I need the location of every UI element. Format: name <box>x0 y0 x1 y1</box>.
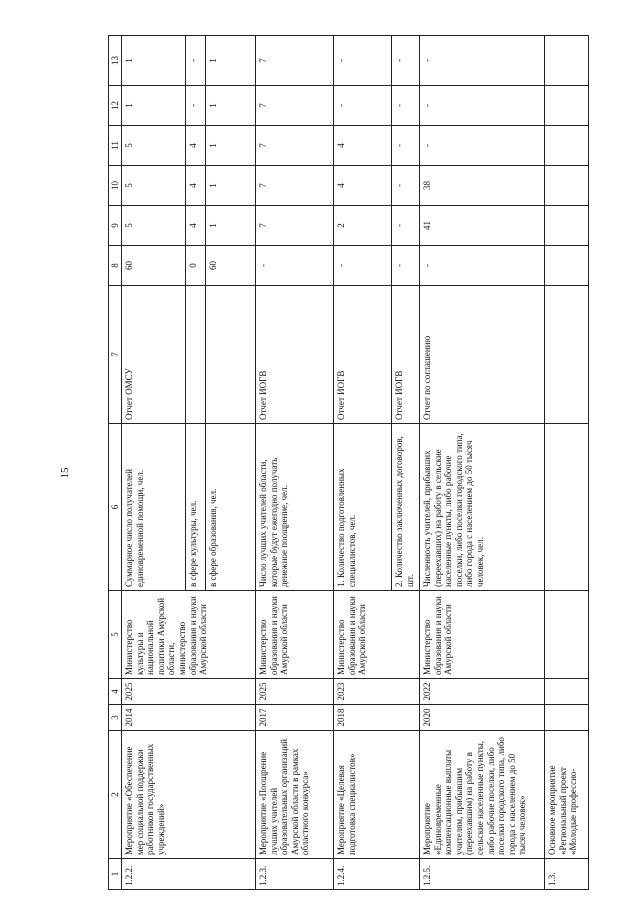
indicator-name: Число лучших учителей области, которые будут ежегодно получать денежное поощрение, чел. <box>256 424 334 591</box>
measure-row <box>256 36 334 890</box>
column-header: 1 <box>109 859 122 890</box>
column-header: 7 <box>109 286 122 424</box>
table-viewport <box>108 36 579 890</box>
indicator-name <box>545 424 589 591</box>
measure-title: Мероприятие «Целевая подготовка специалистов» <box>334 731 420 859</box>
indicator-value: 1 <box>206 86 256 126</box>
indicator-value: - <box>420 36 545 86</box>
indicator-value: - <box>420 246 545 286</box>
indicator-value: 7 <box>256 206 334 246</box>
indicator-value: 0 <box>186 246 206 286</box>
executor: Министерство образования и науки Амурской области <box>256 591 334 679</box>
executor <box>545 591 589 679</box>
start-year: 2014 <box>122 705 256 731</box>
indicator-value: 1 <box>206 206 256 246</box>
indicator-value <box>545 86 589 126</box>
measure-row <box>334 36 392 890</box>
indicator-value: 7 <box>256 166 334 206</box>
measure-number: 1.2.3. <box>256 859 334 890</box>
data-source <box>186 286 206 424</box>
end-year: 2025 <box>256 679 334 705</box>
start-year: 2018 <box>334 705 420 731</box>
indicator-value: - <box>420 126 545 166</box>
indicator-value: 5 <box>122 126 186 166</box>
start-year: 2020 <box>420 705 545 731</box>
indicator-value: 4 <box>334 166 392 206</box>
end-year: 2023 <box>334 679 420 705</box>
indicator-value: - <box>392 246 420 286</box>
indicator-value <box>545 246 589 286</box>
indicator-value: 1 <box>206 166 256 206</box>
end-year <box>545 679 589 705</box>
column-header: 8 <box>109 246 122 286</box>
indicator-value: - <box>392 36 420 86</box>
column-header: 4 <box>109 679 122 705</box>
indicator-value: - <box>256 246 334 286</box>
executor: Министерство образования и науки Амурской области <box>334 591 420 679</box>
indicator-value: 1 <box>206 36 256 86</box>
column-header: 11 <box>109 126 122 166</box>
indicator-value: 60 <box>206 246 256 286</box>
measure-number: 1.3. <box>545 859 589 890</box>
indicator-value: 7 <box>256 86 334 126</box>
end-year: 2022 <box>420 679 545 705</box>
measure-number: 1.2.4. <box>334 859 420 890</box>
column-header: 10 <box>109 166 122 206</box>
column-header: 6 <box>109 424 122 591</box>
indicator-value: - <box>186 36 206 86</box>
measure-row <box>420 36 545 890</box>
indicator-value: 4 <box>186 126 206 166</box>
measure-title: Основное мероприятие «Региональный проект «Молодые профессио- <box>545 731 589 859</box>
column-header: 3 <box>109 705 122 731</box>
data-source: Отчет ИОГВ <box>392 286 420 424</box>
indicator-name: 1. Количество подготовленных специалистов, чел. <box>334 424 392 591</box>
indicator-value: 41 <box>420 206 545 246</box>
indicator-name: в сфере культуры, чел. <box>186 424 206 591</box>
indicator-value: 38 <box>420 166 545 206</box>
column-header: 13 <box>109 36 122 86</box>
indicator-name: Суммарное число получателей единовременной помощи, чел. <box>122 424 186 591</box>
indicator-value: - <box>392 206 420 246</box>
indicator-value: 1 <box>206 126 256 166</box>
data-source <box>545 286 589 424</box>
indicator-name: в сфере образования, чел. <box>206 424 256 591</box>
column-header: 9 <box>109 206 122 246</box>
indicator-value: - <box>334 86 392 126</box>
indicator-value: 5 <box>122 206 186 246</box>
indicator-value: 2 <box>334 206 392 246</box>
indicator-value: 4 <box>186 206 206 246</box>
start-year <box>545 705 589 731</box>
data-source: Отчет ОМСУ <box>122 286 186 424</box>
end-year: 2025 <box>122 679 256 705</box>
indicator-value: - <box>186 86 206 126</box>
rotated-sheet <box>108 36 579 890</box>
measure-row <box>545 36 589 890</box>
measure-number: 1.2.5. <box>420 859 545 890</box>
data-source <box>206 286 256 424</box>
indicator-name: 2. Количество заключенных договоров, шт. <box>392 424 420 591</box>
data-source: Отчет ИОГВ <box>334 286 392 424</box>
indicator-value: 4 <box>186 166 206 206</box>
indicator-value: 4 <box>334 126 392 166</box>
indicator-value: 5 <box>122 166 186 206</box>
indicator-value: 7 <box>256 36 334 86</box>
indicator-value: - <box>392 166 420 206</box>
indicator-value: - <box>420 86 545 126</box>
indicator-value: - <box>392 86 420 126</box>
measure-title: Мероприятие «Обеспечение мер социальной поддержки работников государственных учреждений» <box>122 731 256 859</box>
column-header: 2 <box>109 731 122 859</box>
measure-title: Мероприятие «Единовременные компенсационные выплаты учителям, прибывшим (переехавшим) на работу в сельские населенные пункты, либо рабочие поселки, либо поселки городского типа, либо города с населением до 50 тысяч человек» <box>420 731 545 859</box>
indicator-value <box>545 206 589 246</box>
program-measures-table <box>108 35 589 890</box>
indicator-value: 60 <box>122 246 186 286</box>
indicator-value: - <box>392 126 420 166</box>
data-source: Отчет ИОГВ <box>256 286 334 424</box>
indicator-value <box>545 166 589 206</box>
indicator-value <box>545 126 589 166</box>
indicator-value <box>545 36 589 86</box>
start-year: 2017 <box>256 705 334 731</box>
page-number: 15 <box>59 467 71 479</box>
indicator-value: 1 <box>122 86 186 126</box>
indicator-value: 1 <box>122 36 186 86</box>
indicator-value: 7 <box>256 126 334 166</box>
executor: Министерство культуры и национальной политики Амурской области, министерство образования и науки Амурской области <box>122 591 256 679</box>
measure-row <box>122 36 186 890</box>
measure-title: Мероприятие «Поощрение лучших учителей образовательных организаций Амурской области в рамках областного конкурса» <box>256 731 334 859</box>
indicator-value: - <box>334 246 392 286</box>
indicator-value: - <box>334 36 392 86</box>
indicator-name: Численность учителей, прибывших (переехавших) на работу в сельские населенные пункты, либо рабочие поселки, либо поселки городского типа, либо города с населением до 50 тысяч человек, чел. <box>420 424 545 591</box>
column-header: 5 <box>109 591 122 679</box>
column-header: 12 <box>109 86 122 126</box>
data-source: Отчет по соглашению <box>420 286 545 424</box>
measure-number: 1.2.2. <box>122 859 256 890</box>
column-number-row <box>109 36 122 890</box>
executor: Министерство образования и науки Амурской области <box>420 591 545 679</box>
